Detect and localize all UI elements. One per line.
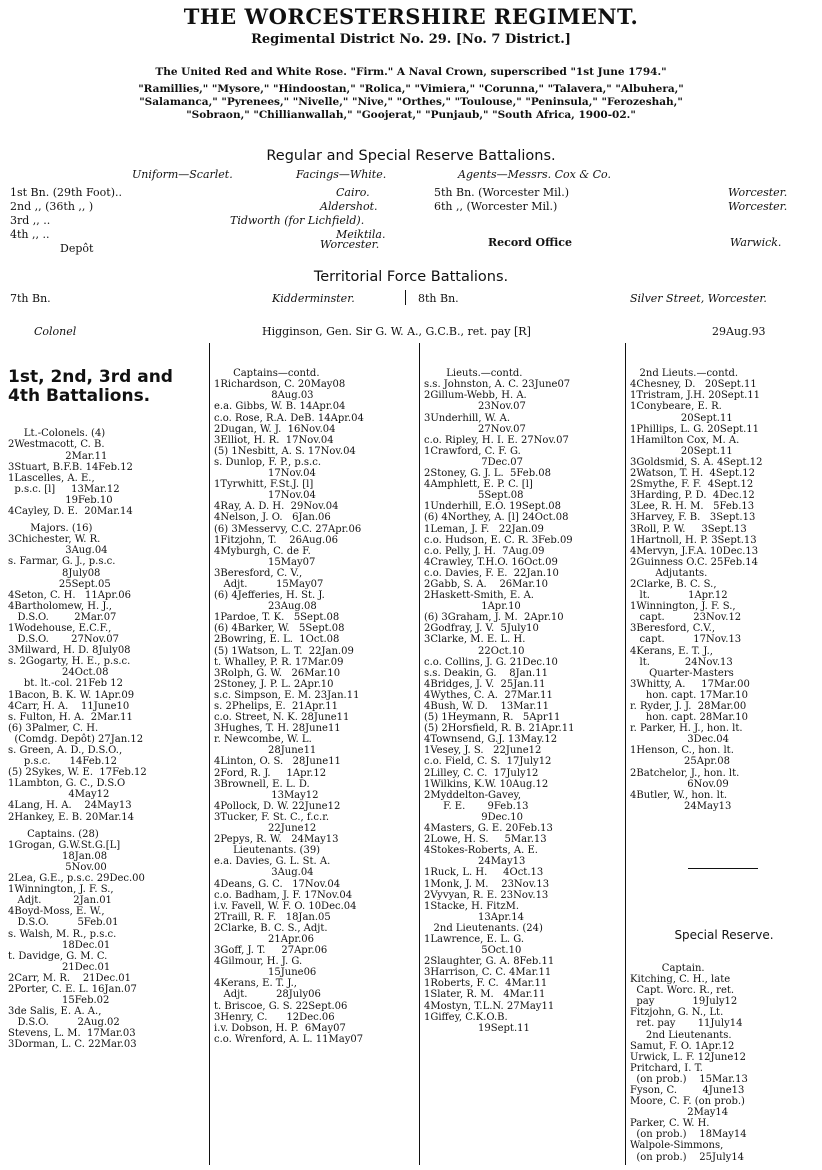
officer-entry: c.o. Ripley, H. I. E. 27Nov.07 (424, 434, 569, 446)
officer-entry: 3Hughes, T. H. 28June11 (214, 723, 341, 735)
territorial-heading: Territorial Force Battalions. (313, 269, 509, 285)
bn-station: Worcester. (320, 238, 380, 251)
officer-entry: 21Dec.01 (8, 961, 111, 973)
bn-name: 6th ,, (Worcester Mil.) (434, 200, 558, 213)
officer-entry: 4Masters, G. E. 20Feb.13 (424, 823, 553, 835)
officer-entry: 1Leman, J. F. 22Jan.09 (424, 523, 544, 535)
officer-entry: Fitzjohn, G. N., Lt. (630, 1007, 724, 1019)
column-entries (214, 368, 414, 1045)
officer-entry: 1Conybeare, E. R. (630, 401, 722, 413)
bn-name: 3rd ,, .. (10, 214, 51, 227)
officer-entry: 2Slaughter, G. A. 8Feb.11 (424, 956, 555, 968)
officer-entry: s. 2Phelips, E. 21Apr.11 (214, 701, 338, 712)
officer-entry: Adjutants. (630, 567, 708, 579)
officer-entry: 22June12 (214, 823, 317, 835)
officers-column-2 (214, 346, 414, 1164)
officer-entry: (6) 3Palmer, C. H. (8, 722, 99, 734)
officer-entry: 4Kerans, E. T. J., (214, 978, 297, 990)
officer-entry: 1Tristram, J.H. 20Sept.11 (630, 390, 761, 402)
officer-entry: Parker, C. W. H. (630, 1118, 710, 1130)
officer-entry: s.s. Johnston, A. C. 23June07 (424, 379, 571, 391)
officer-entry: Majors. (16) (8, 523, 93, 535)
officer-entry: 3Dec.04 (630, 734, 730, 746)
officer-entry: D.S.O. 27Nov.07 (8, 634, 119, 646)
officer-entry: pay 19July12 (630, 996, 738, 1008)
officer-entry: c.o. Rose, R.A. DeB. 14Apr.04 (214, 412, 364, 424)
officer-entry: 3Roll, P. W. 3Sept.13 (630, 523, 747, 535)
tf-bn-station: Silver Street, Worcester. (630, 292, 767, 305)
officer-entry: 3Tucker, F. St. C., f.c.r. (214, 811, 330, 823)
officer-entry: D.S.O. 2Aug.02 (8, 1017, 120, 1029)
officer-entry: 2Myddelton-Gavey, (424, 789, 522, 801)
officer-entry: 3Lee, R. H. M. 5Feb.13 (630, 501, 755, 513)
officer-entry: 1Vesey, J. S. 22June12 (424, 745, 542, 757)
officer-entry: 4May12 (8, 789, 110, 801)
officer-entry: 4Crawley, T.H.O. 16Oct.09 (424, 556, 558, 568)
column-rule (625, 343, 626, 1165)
officer-entry: Moore, C. F. (on prob.) (630, 1096, 745, 1108)
officer-entry: t. Briscoe, G. S. 22Sept.06 (214, 1000, 348, 1012)
officer-entry: (6) 4Northey, A. [l] 24Oct.08 (424, 512, 569, 524)
officer-entry: 1Tyrwhitt, F.St.J. [l] (214, 479, 314, 491)
officer-entry: 2Westmacott, C. B. (8, 439, 105, 451)
officer-entry: s. Walsh, M. R., p.s.c. (8, 928, 117, 940)
officer-entry: r. Parker, H. J., hon. lt. (630, 723, 743, 735)
officer-entry: 3Beresford, C. V., (214, 567, 303, 579)
officer-entry: hon. capt. 28Mar.10 (630, 712, 749, 724)
officer-entry: Captain. (630, 962, 705, 974)
officer-entry: 4Bush, W. D. 13Mar.11 (424, 701, 550, 712)
officer-entry: (5) 2Sykes, W. E. 17Feb.12 (8, 767, 147, 779)
officer-entry: 13Apr.14 (424, 911, 524, 923)
officer-entry: 5Nov.00 (8, 861, 107, 873)
officer-entry: 2Stoney, J. P. L. 2Apr.10 (214, 678, 334, 690)
officer-entry: Pritchard, I. T. (630, 1062, 703, 1074)
officer-entry: 1Phillips, L. G. 20Sept.11 (630, 423, 760, 435)
officer-entry: Samut, F. O. 1Apr.12 (630, 1040, 735, 1052)
officer-entry: Captains—contd. (214, 368, 320, 380)
officer-entry: 8Aug.03 (214, 390, 314, 402)
officer-entry: 2Hankey, E. B. 20Mar.14 (8, 811, 135, 823)
honours-line: "Sobraon," "Chillianwallah," "Goojerat," "Punjaub," "South Africa, 1900-02." (186, 109, 636, 121)
officer-entry: 27Nov.07 (424, 423, 526, 435)
officer-entry: 2Batchelor, J., hon. lt. (630, 767, 740, 779)
officer-entry: s. 2Gogarty, H. E., p.s.c. (8, 656, 131, 668)
officer-entry: 24May13 (630, 800, 732, 812)
officer-entry: 4Cayley, D. E. 20Mar.14 (8, 506, 133, 518)
officer-entry: 4Townsend, G.J. 13May.12 (424, 734, 558, 746)
page-subtitle: Regimental District No. 29. [No. 7 District.] (251, 32, 571, 47)
officer-entry: 1Roberts, F. C. 4Mar.11 (424, 978, 548, 990)
officer-entry: 1Slater, R. M. 4Mar.11 (424, 989, 546, 1001)
officer-entry: Adjt. 15May07 (214, 578, 324, 590)
officer-entry: 4Gilmour, H. J. G. (214, 956, 303, 968)
officer-entry: (5) 1Heymann, R. 5Apr11 (424, 712, 561, 724)
officer-entry: 18Jan.08 (8, 850, 108, 862)
column-entries (630, 368, 818, 812)
officer-entry: 4Bartholomew, H. J., (8, 600, 112, 612)
officer-entry: 1Lascelles, A. E., (8, 472, 95, 484)
officer-entry: p.s.c. [l] 13Mar.12 (8, 483, 120, 495)
officer-entry: 8July08 (8, 567, 101, 579)
officer-entry: lt. 1Apr.12 (630, 590, 728, 602)
bn-station: Worcester. (728, 200, 788, 213)
officer-entry: 4Linton, O. S. 28June11 (214, 756, 341, 768)
officer-entry: 5Oct.10 (424, 945, 522, 957)
officer-entry: (5) 2Horsfield, R. B. 21Apr.11 (424, 723, 575, 735)
officer-entry: 3Chichester, W. R. (8, 534, 101, 546)
officer-entry: 2Haskett-Smith, E. A. (424, 590, 534, 602)
officer-entry: i.v. Dobson, H. P. 6May07 (214, 1022, 346, 1034)
officer-entry: 3Henry, C. 12Dec.06 (214, 1011, 335, 1023)
officer-entry: 4Amphlett, E. P. C. [l] (424, 479, 533, 491)
bn-station: Worcester. (728, 186, 788, 199)
officer-entry: 22Oct.10 (424, 645, 525, 657)
officer-entry: D.S.O. 5Feb.01 (8, 917, 119, 929)
officer-entry: 1Lambton, G. C., D.S.O (8, 778, 126, 790)
officer-entry: (on prob.) 15Mar.13 (630, 1073, 748, 1085)
officer-entry: 4Mervyn, J.F.A. 10Dec.13 (630, 545, 759, 557)
officer-entry: Captains. (28) (8, 828, 99, 840)
officer-entry: c.o. Pelly, J. H. 7Aug.09 (424, 545, 545, 557)
colonel-name: Higginson, Gen. Sir G. W. A., G.C.B., ret. pay [R] (262, 325, 531, 338)
officer-entry: 1Henson, C., hon. lt. (630, 745, 734, 757)
column-entries (424, 368, 620, 1034)
officer-entry: 20Sept.11 (630, 412, 733, 424)
officers-column-3 (424, 346, 620, 1164)
officer-entry: Adjt. 28July06 (214, 989, 321, 1001)
officer-entry: 2Traill, R. F. 18Jan.05 (214, 911, 331, 923)
officer-entry: (Comdg. Depôt) 27Jan.12 (8, 733, 144, 745)
column-rule (419, 343, 420, 1165)
officer-entry: (on prob.) 25July14 (630, 1151, 745, 1163)
officer-entry: 2nd Lieutenants. (24) (424, 922, 543, 934)
officer-entry: c.o. Hudson, E. C. R. 3Feb.09 (424, 534, 573, 546)
bn-station: Meiktila. (336, 228, 386, 241)
officer-entry: 4Butler, W., hon. lt. (630, 789, 728, 801)
officer-entry: 2Godfray, J. V. 5July10 (424, 623, 539, 635)
officer-entry: 18Dec.01 (8, 939, 111, 951)
officer-entry: hon. capt. 17Mar.10 (630, 689, 749, 701)
officer-entry: s. Green, A. D., D.S.O., (8, 745, 123, 756)
officer-entry: 4Seton, C. H. 11Apr.06 (8, 589, 131, 601)
officer-entry: Lieutenants. (39) (214, 845, 321, 857)
bn-name: 1st Bn. (29th Foot).. (10, 186, 122, 199)
officer-entry: 4Pollock, D. W. 22June12 (214, 800, 341, 812)
officer-entry: 2Lowe, H. S. 5Mar.13 (424, 834, 547, 846)
officer-entry: 2Watson, T. H. 4Sept.12 (630, 468, 755, 480)
agents-label: Agents—Messrs. Cox & Co. (458, 168, 611, 181)
officer-entry: 1Grogan, G.W.St.G.[L] (8, 839, 121, 851)
page-title: THE WORCESTERSHIRE REGIMENT. (183, 4, 639, 29)
record-office-label: Record Office (488, 236, 572, 249)
officer-entry: 1Bacon, B. K. W. 1Apr.09 (8, 689, 135, 701)
officer-entry: c.o. Davies, F. E. 22Jan.10 (424, 567, 559, 579)
officer-entry: Urwick, L. F. 12June12 (630, 1051, 746, 1063)
officer-entry: 3Underhill, W. A. (424, 412, 511, 424)
colonel-date: 29Aug.93 (712, 325, 766, 338)
officer-entry: 3Goff, J. T. 27Apr.06 (214, 945, 328, 957)
bn-name: Depôt (60, 242, 94, 255)
officer-entry: s.s. Deakin, G. 8Jan.11 (424, 667, 548, 679)
officer-entry: bt. lt.-col. 21Feb 12 (8, 678, 123, 690)
officer-entry: 1Fitzjohn, T. 26Aug.06 (214, 534, 338, 546)
officer-entry: 4Stokes-Roberts, A. E. (424, 845, 538, 857)
officer-entry: 1Crawford, C. F. G. (424, 445, 521, 457)
honours-block (20, 66, 802, 122)
section-rule (688, 868, 758, 869)
officer-entry: 25Apr.08 (630, 756, 730, 768)
bn-name: 5th Bn. (Worcester Mil.) (434, 186, 569, 199)
officer-entry: Fyson, C. 4June13 (630, 1085, 745, 1096)
officer-entry: 1Underhill, E.O. 19Sept.08 (424, 501, 561, 513)
officer-entry: 2Porter, C. E. L. 16Jan.07 (8, 983, 137, 995)
officer-entry: ret. pay 11July14 (630, 1018, 743, 1030)
officer-entry: 1Winnington, J. F. S., (8, 884, 114, 896)
officer-entry: 2Vyvyan, R. E. 23Nov.13 (424, 889, 549, 901)
officer-entry: 1Hamilton Cox, M. A. (630, 434, 740, 446)
officer-entry: Stevens, L. M. 17Mar.03 (8, 1028, 136, 1040)
bn-name: 4th ,, .. (10, 228, 50, 241)
officer-entry: lt. 24Nov.13 (630, 656, 733, 668)
officer-entry: 1Giffey, C.K.O.B. (424, 1011, 508, 1023)
officer-entry: t. Davidge, G. M. C. (8, 950, 108, 962)
officer-entry: 3Goldsmid, S. A. 4Sept.12 (630, 456, 763, 468)
officer-entry: (6) 3Messervy, C.C. 27Apr.06 (214, 523, 362, 535)
officer-entry: 15Feb.02 (8, 995, 110, 1007)
officer-entry: Lieuts.—contd. (424, 368, 523, 380)
officer-entry: 21Apr.06 (214, 933, 314, 945)
officer-entry: (5) 1Nesbitt, A. S. 17Nov.04 (214, 445, 356, 457)
badges-line: The United Red and White Rose. "Firm." A Naval Crown, superscribed "1st June 1794." (155, 66, 667, 78)
officer-entry: Kitching, C. H., late (630, 974, 731, 986)
officer-entry: 17Nov.04 (214, 468, 316, 480)
regular-heading: Regular and Special Reserve Battalions. (266, 148, 556, 164)
officer-entry: 3Brownell, E. L. D. (214, 778, 310, 790)
column-rule (209, 343, 210, 1165)
officer-entry: 3Harvey, F. B. 3Sept.13 (630, 512, 756, 524)
officer-entry: 4Deans, G. C. 17Nov.04 (214, 878, 341, 890)
officer-entry: Adjt. 2Jan.01 (8, 895, 112, 907)
officer-entry: 3Rolph, G. W. 26Mar.10 (214, 667, 341, 679)
facings-label: Facings—White. (296, 168, 387, 181)
bn-station: Cairo. (336, 186, 370, 199)
bn-station: Tidworth (for Lichfield). (230, 214, 365, 227)
officer-entry: 2Dugan, W. J. 16Nov.04 (214, 423, 336, 435)
officer-entry: Capt. Worc. R., ret. (630, 985, 735, 997)
officer-entry: c.o. Badham, J. F. 17Nov.04 (214, 889, 353, 901)
officer-entry: 19Sept.11 (424, 1022, 530, 1034)
officer-entry: (5) 1Watson, L. T. 22Jan.09 (214, 645, 354, 657)
officer-entry: 3Harding, P. D. 4Dec.12 (630, 490, 755, 502)
officer-entry: 1Ruck, L. H. 4Oct.13 (424, 867, 544, 879)
officer-entry: t. Whalley, P. R. 17Mar.09 (214, 656, 344, 668)
officer-entry: 4Chesney, D. 20Sept.11 (630, 379, 757, 391)
officer-entry: 5Sept.08 (424, 490, 524, 502)
officer-entry: i.v. Favell, W. F. O. 10Dec.04 (214, 900, 357, 912)
officer-entry: 3Elliot, H. R. 17Nov.04 (214, 434, 334, 446)
officer-entry: s. Dunlop, F. P., p.s.c. (214, 456, 322, 468)
tf-bn-station: Kidderminster. (272, 292, 355, 305)
officer-entry: (6) 4Barker, W. 5Sept.08 (214, 623, 345, 635)
officer-entry: 1Wilkins, K.W. 10Aug.12 (424, 778, 549, 790)
officer-entry: 4Kerans, E. T. J., (630, 645, 713, 657)
officer-entry: 2Stoney, G. J. L. 5Feb.08 (424, 468, 552, 480)
officer-entry: r. Ryder, J. J. 28Mar.00 (630, 701, 747, 712)
officer-entry: Quarter-Masters (630, 667, 734, 679)
officer-entry: 13May12 (214, 789, 319, 801)
officer-entry: D.S.O. 2Mar.07 (8, 611, 117, 623)
tf-divider (405, 290, 406, 305)
officer-entry: 6Nov.09 (630, 778, 729, 790)
tf-bn-name: 8th Bn. (418, 292, 459, 305)
officer-entry: 23Aug.08 (214, 601, 317, 613)
officers-column-4 (630, 346, 818, 1164)
officer-entry: 1Winnington, J. F. S., (630, 601, 736, 613)
tf-bn-name: 7th Bn. (10, 292, 51, 305)
officer-entry: 2Gillum-Webb, H. A. (424, 390, 527, 402)
officer-entry: p.s.c. 14Feb.12 (8, 756, 117, 768)
officer-entry: 2nd Lieutenants. (630, 1029, 732, 1041)
officer-entry: 4Lang, H. A. 24May13 (8, 800, 132, 812)
battalions-title: 1st, 2nd, 3rd and 4th Battalions. (8, 367, 173, 407)
colonel-label: Colonel (34, 325, 77, 338)
honours-line: "Salamanca," "Pyrenees," "Nivelle," "Nive," "Orthes," "Toulouse," "Peninsula," "Ferozeshah," (139, 96, 683, 108)
special-reserve-heading: Special Reserve. (674, 927, 774, 942)
officer-entry: 3Aug.04 (8, 545, 108, 557)
officer-entry: 23Nov.07 (424, 401, 526, 413)
officer-entry: 3Beresford, C.V., (630, 623, 716, 635)
officer-entry: 3Dorman, L. C. 22Mar.03 (8, 1039, 137, 1051)
officer-entry: 1Monk, J. M. 23Nov.13 (424, 878, 550, 890)
officer-entry: 3Harrison, C. C. 4Mar.11 (424, 967, 552, 979)
officer-entry: c.o. Wrenford, A. L. 11May07 (214, 1033, 364, 1045)
officer-entry: 3Milward, H. D. 8July08 (8, 645, 131, 657)
officer-entry: 2Mar.11 (8, 450, 108, 462)
officer-entry: Lt.-Colonels. (4) (8, 428, 106, 440)
officer-entry: 3de Salis, E. A. A., (8, 1006, 102, 1018)
column-entries (630, 963, 818, 1163)
officer-entry: 2Lea, G.E., p.s.c. 29Dec.00 (8, 873, 145, 885)
column-entries (8, 428, 204, 1050)
officer-entry: 1Pardoe, T. K. 5Sept.08 (214, 612, 340, 624)
officer-entry: 17Nov.04 (214, 490, 316, 502)
officer-entry: 3Stuart, B.F.B. 14Feb.12 (8, 461, 133, 473)
officer-entry: 2May14 (630, 1107, 729, 1119)
officer-entry: 2Carr, M. R. 21Dec.01 (8, 972, 131, 984)
officer-entry: 1Wodehouse, E.C.F., (8, 622, 112, 634)
officer-entry: 3Aug.04 (214, 867, 314, 879)
officer-entry: (on prob.) 18May14 (630, 1129, 747, 1141)
officer-entry: 2Lilley, C. C. 17July12 (424, 767, 539, 779)
officer-entry: 4Ray, A. D. H. 29Nov.04 (214, 501, 339, 513)
officer-entry: 25Sept.05 (8, 578, 111, 590)
officer-entry: 2Gabb, S. A. 26Mar.10 (424, 578, 548, 590)
officer-entry: 15May07 (214, 556, 316, 568)
officer-entry: 20Sept.11 (630, 445, 733, 457)
officer-entry: 2Bowring, E. L. 1Oct.08 (214, 634, 340, 646)
officer-entry: c.o. Collins, J. G. 21Dec.10 (424, 656, 558, 668)
officer-entry: 2Smythe, F. F. 4Sept.12 (630, 479, 754, 491)
officer-entry: 7Dec.07 (424, 456, 524, 468)
officer-entry: 2Ford, R. J. 1Apr.12 (214, 767, 327, 779)
officer-entry: s.c. Simpson, E. M. 23Jan.11 (214, 689, 360, 701)
officer-entry: e.a. Davies, G. L. St. A. (214, 856, 331, 868)
officer-entry: 4Carr, H. A. 11June10 (8, 700, 130, 712)
officer-entry: (6) 4Jefferies, H. St. J. (214, 590, 325, 602)
officer-entry: 24May13 (424, 856, 526, 868)
officer-entry: c.o. Street, N. K. 28June11 (214, 712, 350, 724)
officer-entry: Walpole-Simmons, (630, 1140, 724, 1152)
officers-column-1 (8, 346, 204, 1164)
officer-entry: 4Boyd-Moss, E. W., (8, 906, 105, 918)
officer-entry: 2nd Lieuts.—contd. (630, 368, 739, 380)
officer-entry: 4Mostyn, T.L.N. 27May11 (424, 1000, 555, 1012)
officer-entry: 2Pepys, R. W. 24May13 (214, 834, 339, 846)
officer-entry: 1Richardson, C. 20May08 (214, 379, 346, 391)
officer-entry: 1Lawrence, E. L. G. (424, 933, 525, 945)
uniform-label: Uniform—Scarlet. (132, 168, 233, 181)
officer-entry: 4Bridges, J. V. 25Jan.11 (424, 678, 546, 690)
officer-entry: 15June06 (214, 967, 317, 979)
bn-name: 2nd ,, (36th ,, ) (10, 200, 94, 213)
officer-entry: s. Farmar, G. J., p.s.c. (8, 556, 116, 568)
officer-entry: capt. 23Nov.12 (630, 612, 742, 624)
officer-entry: 4Nelson, J. O. 6Jan.06 (214, 512, 331, 524)
officer-entry: 3Clarke, M. E. L. H. (424, 634, 526, 646)
officer-entry: 1Hartnoll, H. P. 3Sept.13 (630, 534, 757, 546)
officer-entry: 24Oct.08 (8, 667, 109, 679)
officer-entry: e.a. Gibbs, W. B. 14Apr.04 (214, 401, 346, 413)
honours-line: "Ramillies," "Mysore," "Hindoostan," "Rolica," "Vimiera," "Corunna," "Talavera," "Albuhera," (138, 83, 684, 95)
officer-entry: c.o. Field, C. S. 17July12 (424, 756, 552, 768)
officer-entry: 28June11 (214, 745, 317, 757)
officer-entry: 2Guinness O.C. 25Feb.14 (630, 556, 759, 568)
officer-entry: F. E. 9Feb.13 (424, 800, 529, 812)
officer-entry: 1Apr.10 (424, 601, 521, 613)
officer-entry: 4Wythes, C. A. 27Mar.11 (424, 689, 553, 701)
officer-entry: 2Clarke, B. C. S., (630, 578, 717, 590)
officer-entry: (6) 3Graham, J. M. 2Apr.10 (424, 612, 564, 624)
officer-entry: 1Stacke, H. FitzM. (424, 900, 520, 912)
officer-entry: 3Whitty, A. 17Mar.00 (630, 678, 750, 690)
bn-station: Aldershot. (320, 200, 378, 213)
officer-entry: 4Myburgh, C. de F. (214, 545, 311, 557)
officer-entry: 9Dec.10 (424, 811, 524, 823)
officer-entry: 2Clarke, B. C. S., Adjt. (214, 922, 328, 934)
officer-entry: r. Newcombe, W. L. (214, 734, 312, 746)
record-office-station: Warwick. (730, 236, 782, 249)
officer-entry: s. Fulton, H. A. 2Mar.11 (8, 711, 133, 723)
officer-entry: 19Feb.10 (8, 494, 113, 506)
officer-entry: capt. 17Nov.13 (630, 634, 742, 646)
